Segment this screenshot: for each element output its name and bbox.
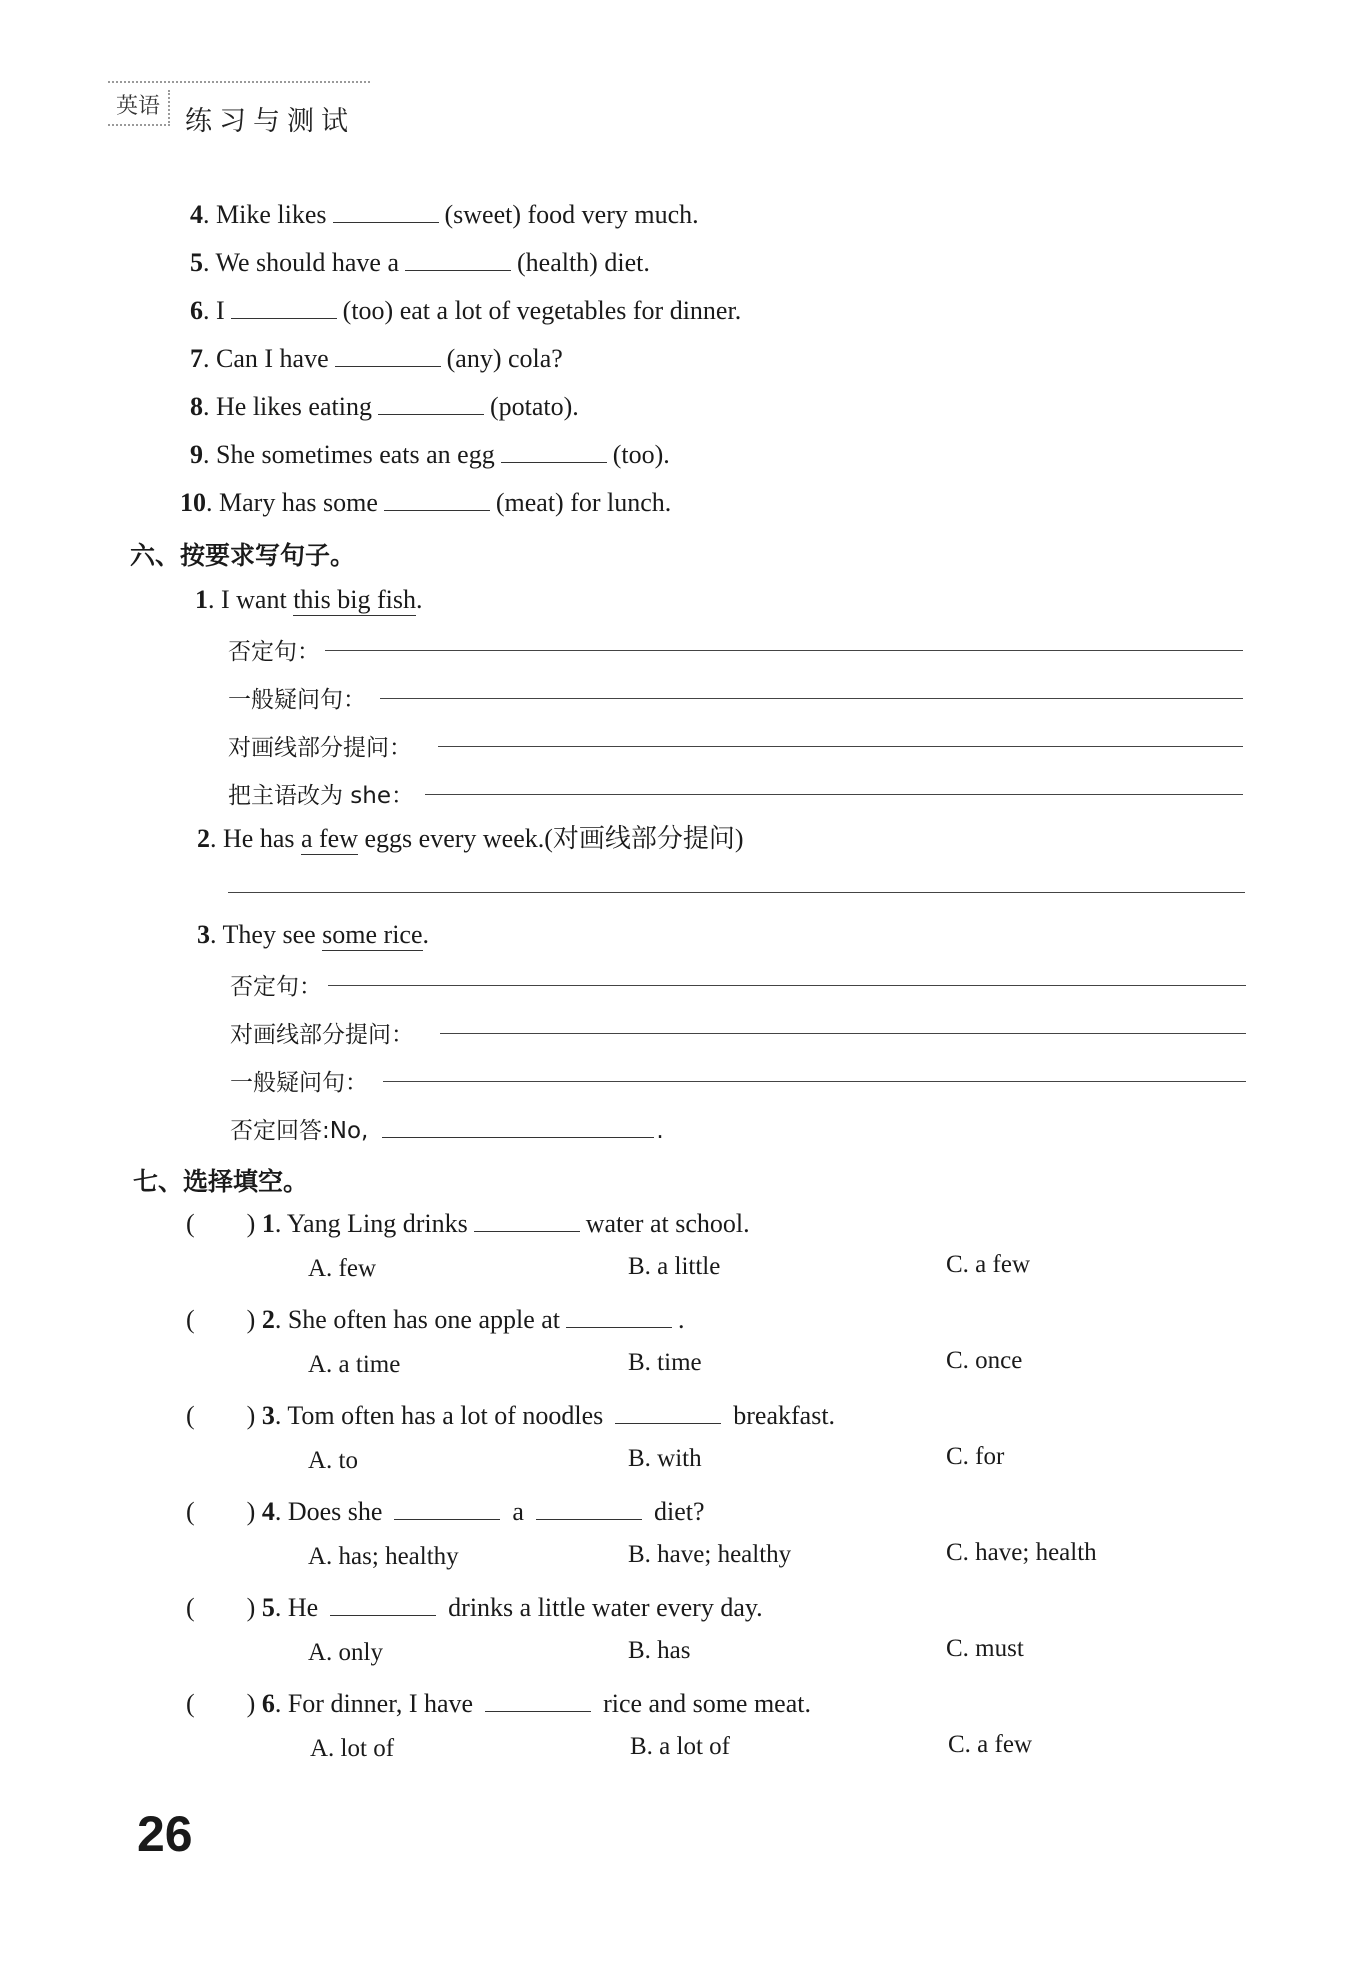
prompt-yes-no-question: 一般疑问句： [230,1070,368,1096]
fill-item-7: 7. Can I have (any) cola? [190,344,563,373]
fill-item-8: 8. He likes eating (potato). [190,392,579,421]
underlined-phrase: this big fish [293,585,416,614]
option-a[interactable]: A. only [308,1639,383,1666]
section-6-heading: 六、按要求写句子。 [130,541,356,570]
fill-item-6: 6. I (too) eat a lot of vegetables for dinner. [190,296,742,325]
fill-item-5: 5. We should have a (health) diet. [190,248,650,277]
answer-line[interactable] [328,985,1246,986]
answer-line[interactable] [425,794,1243,795]
choice-question-2: ( ) 2. She often has one apple at . [186,1305,685,1334]
option-b[interactable]: B. have; healthy [628,1541,792,1568]
choice-question-1: ( ) 1. Yang Ling drinks water at school. [186,1209,750,1238]
answer-blank [394,1495,500,1520]
option-b[interactable]: B. with [628,1445,702,1472]
prompt-negative: 否定句： [228,639,320,665]
answer-blank [474,1207,580,1232]
choice-question-6: ( ) 6. For dinner, I have rice and some meat. [186,1689,811,1718]
underlined-phrase: a few [300,824,358,853]
s6-question-2: 2. He has a few eggs every week.(对画线部分提问) [197,824,744,853]
answer-blank [330,1591,436,1616]
option-c[interactable]: C. for [946,1443,1005,1470]
prompt-change-subject: 把主语改为 she： [228,783,415,809]
underlined-phrase: some rice [322,920,423,949]
s6-question-3: 3. They see some rice. [197,920,429,949]
answer-parenthesis[interactable]: ( ) [186,1497,256,1526]
option-c[interactable]: C. must [946,1635,1024,1662]
prompt-yes-no-question: 一般疑问句： [228,687,366,713]
answer-line[interactable] [325,650,1243,651]
answer-line[interactable] [383,1081,1246,1082]
choice-question-3: ( ) 3. Tom often has a lot of noodles breakfast. [186,1401,836,1430]
book-title: 练习与测试 [185,106,355,137]
option-b[interactable]: B. time [628,1349,702,1376]
section-7-heading: 七、选择填空。 [133,1167,309,1196]
option-c[interactable]: C. once [946,1347,1023,1374]
answer-blank[interactable] [335,342,441,367]
s6-question-1: 1. I want this big fish. [195,585,423,614]
option-c[interactable]: C. have; health [946,1539,1097,1566]
answer-blank [615,1399,721,1424]
answer-blank[interactable] [231,294,337,319]
answer-line[interactable] [438,746,1243,747]
choice-question-4: ( ) 4. Does she a diet? [186,1497,705,1526]
fill-item-10: 10. Mary has some (meat) for lunch. [180,488,672,517]
answer-line[interactable] [440,1033,1246,1034]
answer-blank[interactable] [333,198,439,223]
option-b[interactable]: B. a lot of [630,1733,730,1760]
option-c[interactable]: C. a few [946,1251,1030,1278]
fill-item-4: 4. Mike likes (sweet) food very much. [190,200,699,229]
answer-line[interactable] [380,698,1243,699]
option-a[interactable]: A. to [308,1447,358,1474]
answer-parenthesis[interactable]: ( ) [186,1305,256,1334]
answer-blank[interactable] [384,486,490,511]
answer-blank [485,1687,591,1712]
option-a[interactable]: A. a time [308,1351,401,1378]
answer-parenthesis[interactable]: ( ) [186,1401,256,1430]
option-b[interactable]: B. has [628,1637,691,1664]
prompt-negative-answer: 否定回答:No, . [230,1112,664,1145]
answer-blank [536,1495,642,1520]
choice-question-5: ( ) 5. He drinks a little water every day. [186,1593,763,1622]
option-a[interactable]: A. few [308,1255,377,1282]
answer-line[interactable] [228,892,1245,893]
answer-parenthesis[interactable]: ( ) [186,1209,256,1238]
answer-blank [566,1303,672,1328]
prompt-negative: 否定句： [230,974,322,1000]
header-dotted-rule [108,81,370,83]
option-b[interactable]: B. a little [628,1253,721,1280]
prompt-ask-underlined: 对画线部分提问： [228,735,412,761]
subject-label: 英语 [108,90,170,126]
fill-item-9: 9. She sometimes eats an egg (too). [190,440,670,469]
answer-blank[interactable] [378,390,484,415]
answer-blank[interactable] [501,438,607,463]
answer-blank[interactable] [382,1113,654,1138]
answer-parenthesis[interactable]: ( ) [186,1593,256,1622]
page-number: 26 [137,1806,193,1862]
prompt-ask-underlined: 对画线部分提问： [230,1022,414,1048]
option-a[interactable]: A. lot of [310,1735,395,1762]
option-c[interactable]: C. a few [948,1731,1032,1758]
answer-blank[interactable] [405,246,511,271]
answer-parenthesis[interactable]: ( ) [186,1689,256,1718]
option-a[interactable]: A. has; healthy [308,1543,459,1570]
